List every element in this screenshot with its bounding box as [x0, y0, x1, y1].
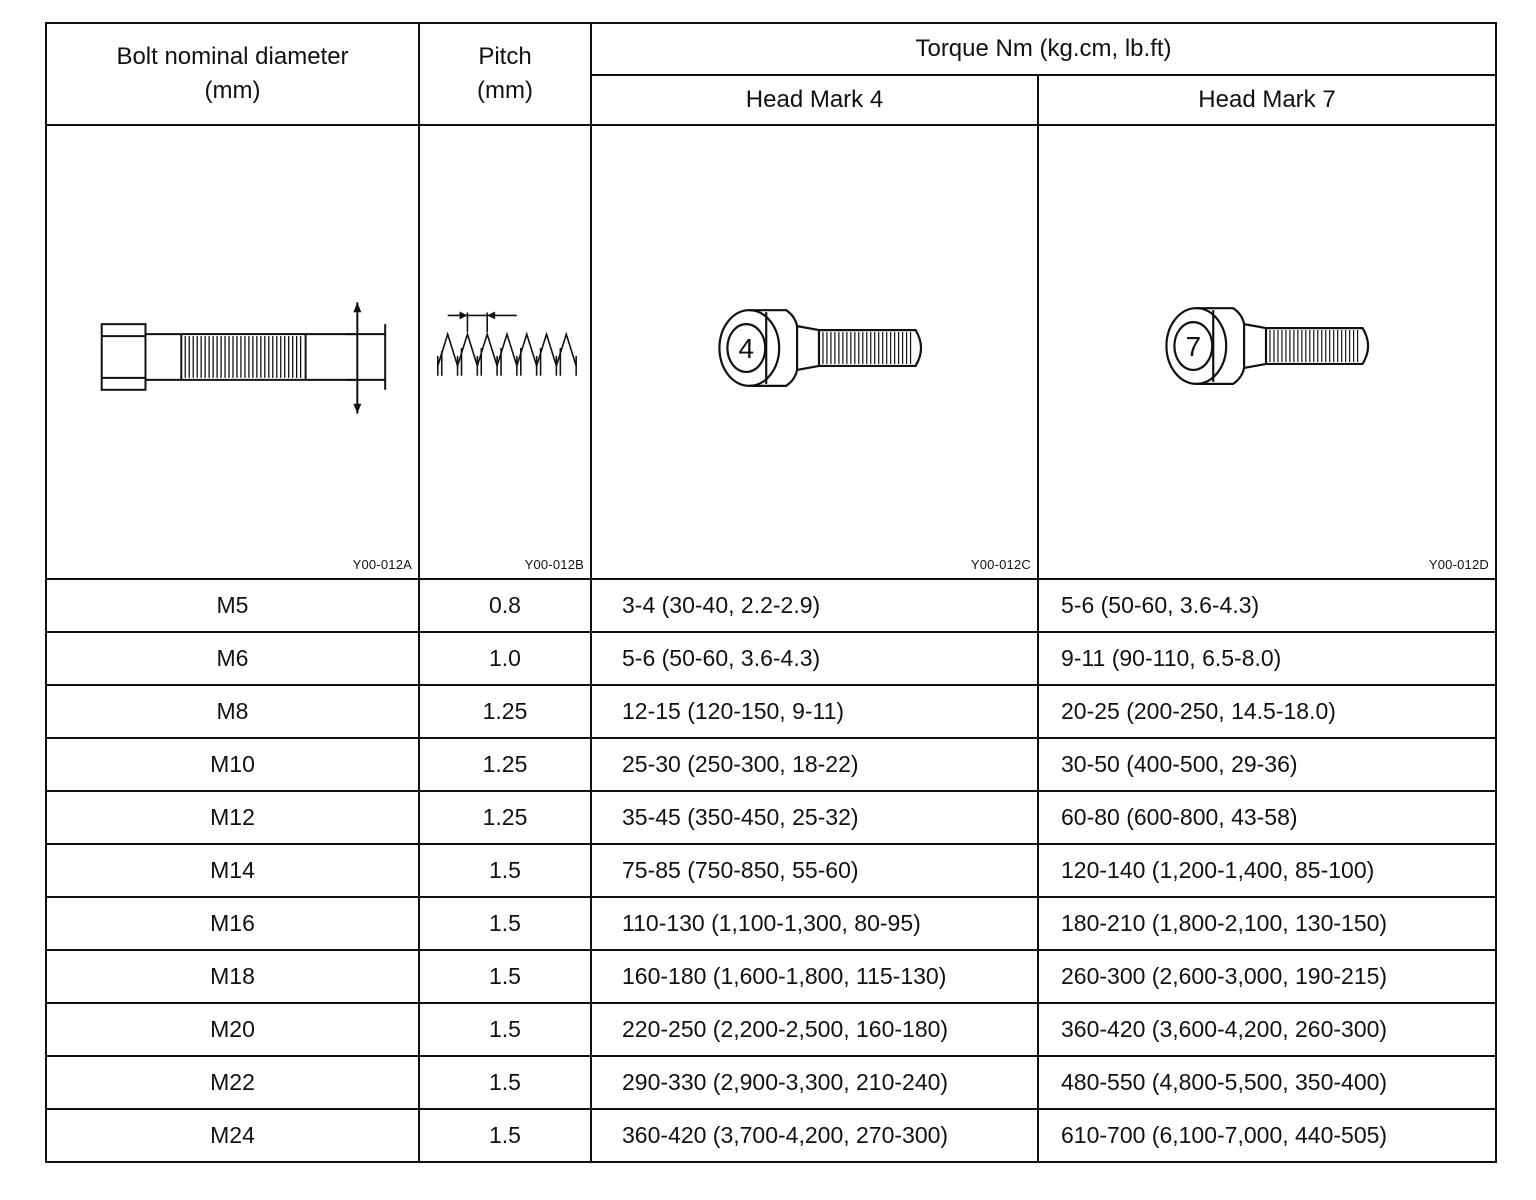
- table-row: [46, 685, 1496, 738]
- bolt-diameter-diagram: [47, 126, 418, 578]
- bolt-size: M14: [46, 844, 419, 897]
- header-pitch: [419, 23, 591, 125]
- pitch-value: 1.5: [419, 844, 591, 897]
- head-mark-4-glyph: 4: [738, 332, 755, 364]
- torque-head-mark-4: 5-6 (50-60, 3.6-4.3): [591, 632, 1038, 685]
- bolt-size: M8: [46, 685, 419, 738]
- table-row: [46, 1003, 1496, 1056]
- torque-head-mark-7: 260-300 (2,600-3,000, 190-215): [1038, 950, 1496, 1003]
- torque-head-mark-7: 360-420 (3,600-4,200, 260-300): [1038, 1003, 1496, 1056]
- torque-head-mark-4: 25-30 (250-300, 18-22): [591, 738, 1038, 791]
- head-mark-7-glyph: 7: [1185, 330, 1202, 362]
- pitch-value: 1.25: [419, 791, 591, 844]
- bolt-size: M12: [46, 791, 419, 844]
- torque-head-mark-4: 35-45 (350-450, 25-32): [591, 791, 1038, 844]
- table-row: [46, 950, 1496, 1003]
- pitch-value: 1.5: [419, 1003, 591, 1056]
- table-row: [46, 738, 1496, 791]
- bolt-size: M20: [46, 1003, 419, 1056]
- pitch-value: 1.5: [419, 950, 591, 1003]
- torque-head-mark-7: 180-210 (1,800-2,100, 130-150): [1038, 897, 1496, 950]
- header-torque: Torque Nm (kg.cm, lb.ft): [591, 23, 1496, 75]
- torque-head-mark-7: 610-700 (6,100-7,000, 440-505): [1038, 1109, 1496, 1162]
- bolt-size: M24: [46, 1109, 419, 1162]
- header-diameter: [46, 23, 419, 125]
- table-row: [46, 897, 1496, 950]
- figure-head-mark-4-cell: [591, 125, 1038, 579]
- pitch-value: 1.0: [419, 632, 591, 685]
- pitch-value: 1.5: [419, 897, 591, 950]
- table-row: [46, 791, 1496, 844]
- torque-head-mark-7: 60-80 (600-800, 43-58): [1038, 791, 1496, 844]
- figure-head-mark-7-cell: [1038, 125, 1496, 579]
- figure-code-d: Y00-012D: [1428, 557, 1489, 572]
- table-row: [46, 579, 1496, 632]
- torque-head-mark-4: 220-250 (2,200-2,500, 160-180): [591, 1003, 1038, 1056]
- table-row: [46, 632, 1496, 685]
- figure-code-a: Y00-012A: [352, 557, 412, 572]
- figure-row: [46, 125, 1496, 579]
- pitch-value: 1.5: [419, 1109, 591, 1162]
- torque-head-mark-4: 160-180 (1,600-1,800, 115-130): [591, 950, 1038, 1003]
- header-head-mark-7: Head Mark 7: [1038, 75, 1496, 125]
- header-head-mark-4: Head Mark 4: [591, 75, 1038, 125]
- bolt-head-mark-7-diagram: [1039, 126, 1495, 578]
- pitch-value: 0.8: [419, 579, 591, 632]
- table-row: [46, 1056, 1496, 1109]
- header-pitch-unit: (mm): [477, 77, 533, 104]
- torque-head-mark-7: 9-11 (90-110, 6.5-8.0): [1038, 632, 1496, 685]
- bolt-size: M22: [46, 1056, 419, 1109]
- torque-head-mark-7: 480-550 (4,800-5,500, 350-400): [1038, 1056, 1496, 1109]
- torque-head-mark-4: 75-85 (750-850, 55-60): [591, 844, 1038, 897]
- header-diameter-label: Bolt nominal diameter: [116, 43, 349, 70]
- header-pitch-label: Pitch: [478, 43, 532, 70]
- bolt-head-mark-4-diagram: [592, 126, 1037, 578]
- figure-pitch-cell: [419, 125, 591, 579]
- bolt-size: M5: [46, 579, 419, 632]
- bolt-size: M6: [46, 632, 419, 685]
- torque-head-mark-4: 110-130 (1,100-1,300, 80-95): [591, 897, 1038, 950]
- figure-code-b: Y00-012B: [524, 557, 584, 572]
- bolt-size: M10: [46, 738, 419, 791]
- table-row: [46, 844, 1496, 897]
- pitch-value: 1.25: [419, 685, 591, 738]
- torque-head-mark-4: 12-15 (120-150, 9-11): [591, 685, 1038, 738]
- torque-table: [45, 22, 1497, 1163]
- thread-pitch-diagram: [420, 126, 590, 578]
- torque-head-mark-7: 120-140 (1,200-1,400, 85-100): [1038, 844, 1496, 897]
- figure-code-c: Y00-012C: [970, 557, 1031, 572]
- bolt-size: M16: [46, 897, 419, 950]
- torque-head-mark-4: 3-4 (30-40, 2.2-2.9): [591, 579, 1038, 632]
- pitch-value: 1.25: [419, 738, 591, 791]
- table-row: [46, 1109, 1496, 1162]
- figure-bolt-diameter-cell: [46, 125, 419, 579]
- header-diameter-unit: (mm): [204, 77, 261, 104]
- torque-head-mark-4: 290-330 (2,900-3,300, 210-240): [591, 1056, 1038, 1109]
- pitch-value: 1.5: [419, 1056, 591, 1109]
- torque-spec-sheet: [45, 22, 1495, 1163]
- torque-head-mark-7: 5-6 (50-60, 3.6-4.3): [1038, 579, 1496, 632]
- bolt-size: M18: [46, 950, 419, 1003]
- torque-head-mark-7: 30-50 (400-500, 29-36): [1038, 738, 1496, 791]
- torque-head-mark-4: 360-420 (3,700-4,200, 270-300): [591, 1109, 1038, 1162]
- torque-head-mark-7: 20-25 (200-250, 14.5-18.0): [1038, 685, 1496, 738]
